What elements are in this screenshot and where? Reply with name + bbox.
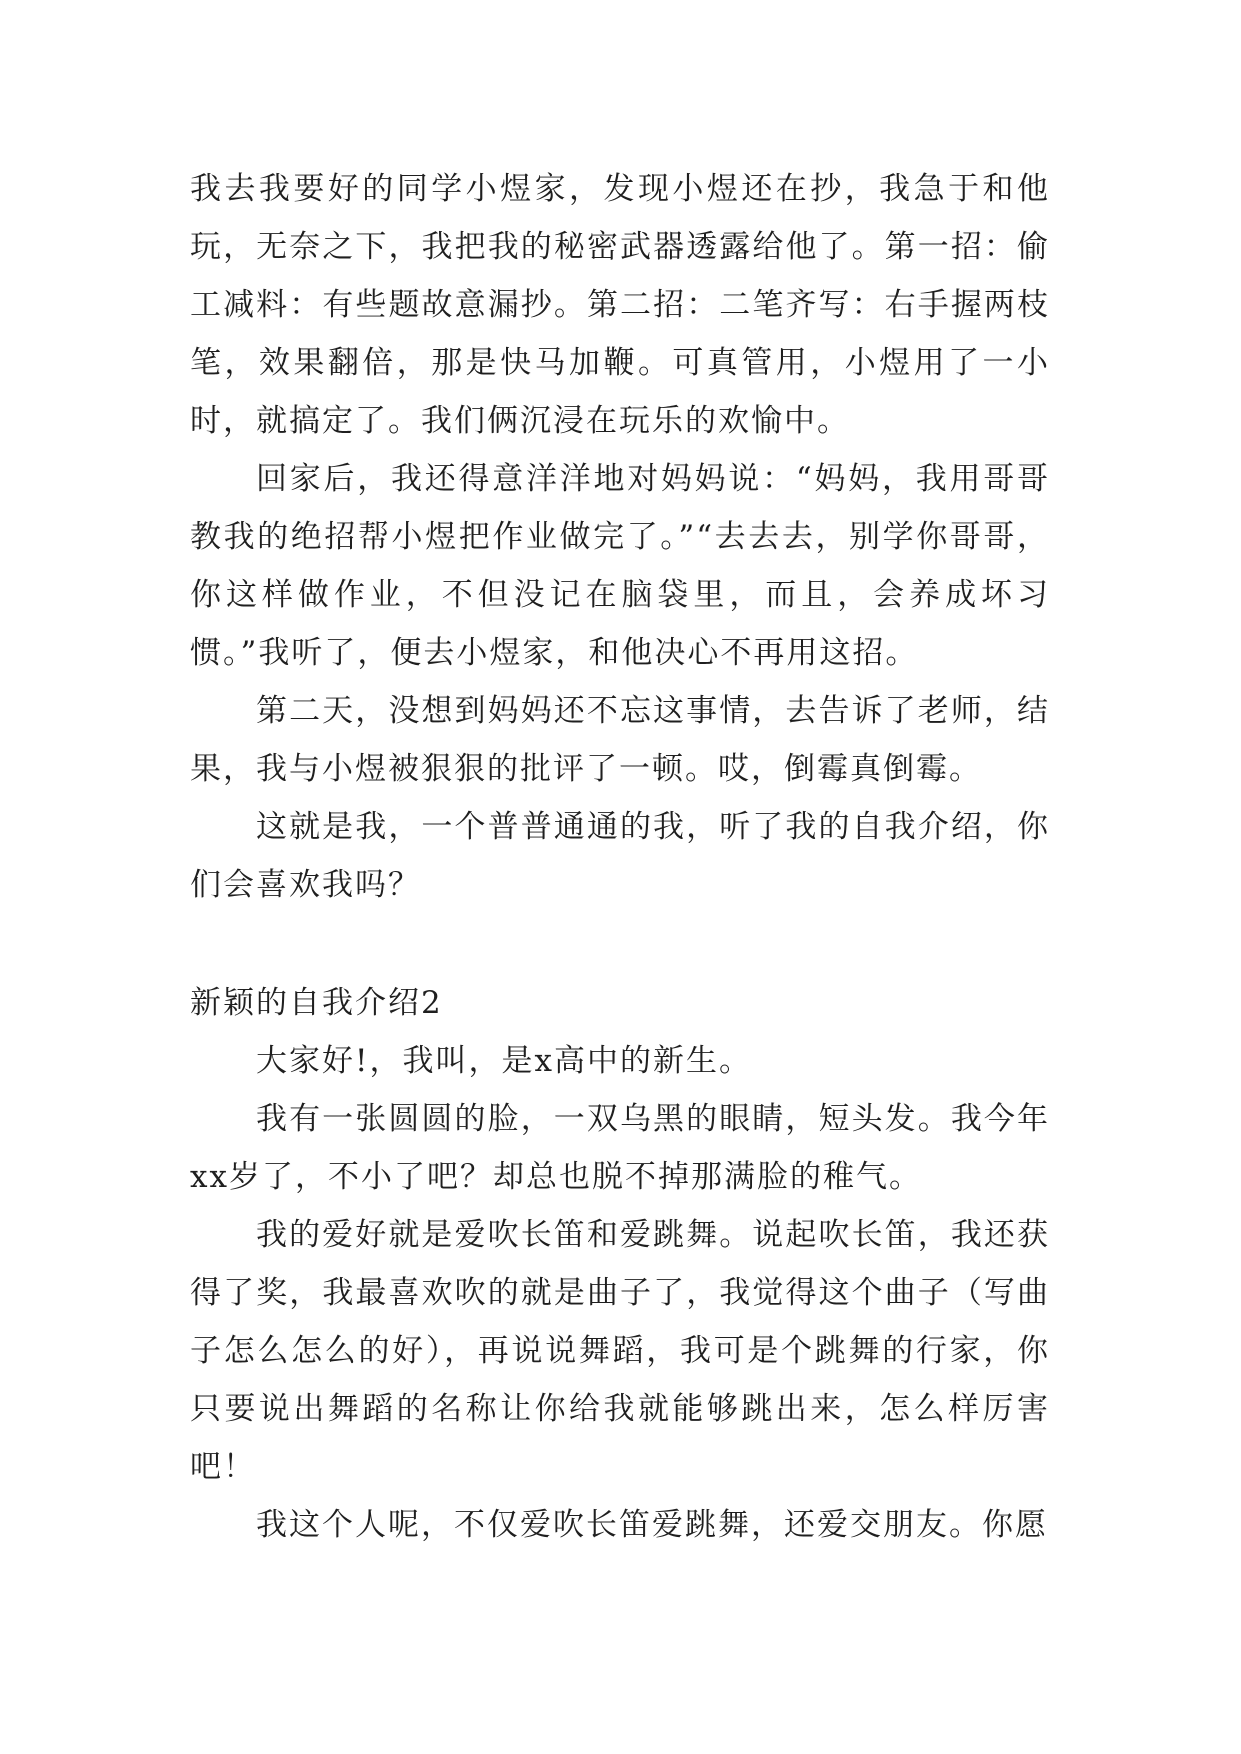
paragraph-homework-trick: 我去我要好的同学小煜家，发现小煜还在抄，我急于和他玩，无奈之下，我把我的秘密武器透露给他了。第一招：偷工减料：有些题故意漏抄。第二招：二笔齐写：右手握两枝笔，效果翻倍，那是快马加鞭。可真管用，小煜用了一小时，就搞定了。我们俩沉浸在玩乐的欢愉中。: [190, 171, 1050, 439]
document-body: [190, 160, 1050, 1554]
paragraph-next-day: 第二天，没想到妈妈还不忘这事情，去告诉了老师，结果，我与小煜被狠狠的批评了一顿。哎，倒霉真倒霉。: [190, 693, 1050, 787]
paragraph-greeting: 大家好!，我叫，是x高中的新生。: [256, 1043, 752, 1079]
paragraph-friends: 我这个人呢，不仅爱吹长笛爱跳舞，还爱交朋友。你愿: [256, 1507, 1048, 1543]
section-heading: 新颖的自我介绍2: [190, 985, 443, 1021]
paragraph-mom-conversation: 回家后，我还得意洋洋地对妈妈说：“妈妈，我用哥哥教我的绝招帮小煜把作业做完了。”“去去去，别学你哥哥，你这样做作业，不但没记在脑袋里，而且，会养成坏习惯。”我听了，便去小煜家，和他决心不再用这招。: [190, 461, 1050, 671]
paragraph-hobbies: 我的爱好就是爱吹长笛和爱跳舞。说起吹长笛，我还获得了奖，我最喜欢吹的就是曲子了，我觉得这个曲子（写曲子怎么怎么的好），再说说舞蹈，我可是个跳舞的行家，你只要说出舞蹈的名称让你给我就能够跳出来，怎么样厉害吧！: [190, 1217, 1050, 1485]
paragraph-appearance: 我有一张圆圆的脸，一双乌黑的眼睛，短头发。我今年xx岁了，不小了吧？却总也脱不掉那满脸的稚气。: [190, 1101, 1050, 1195]
paragraph-closing-question: 这就是我，一个普普通通的我，听了我的自我介绍，你们会喜欢我吗？: [190, 809, 1050, 903]
